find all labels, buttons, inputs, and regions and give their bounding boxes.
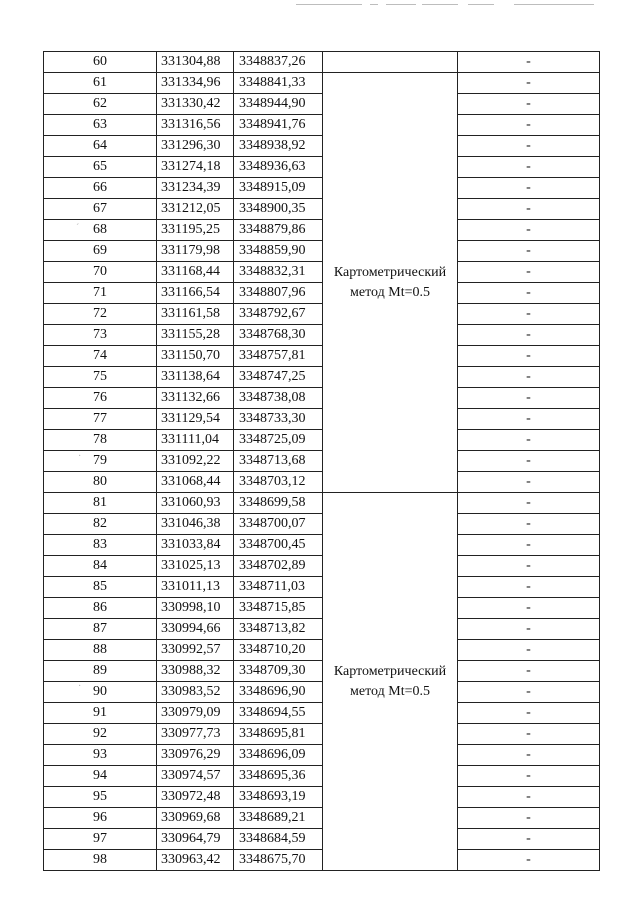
y-coordinate-cell: 3348733,30 bbox=[234, 409, 323, 430]
note-cell: - bbox=[458, 640, 600, 661]
table-row bbox=[44, 325, 600, 346]
table-row bbox=[44, 724, 600, 745]
y-coordinate-cell: 3348695,81 bbox=[234, 724, 323, 745]
point-number-cell: 72 bbox=[44, 304, 157, 325]
point-number-cell: 68 bbox=[44, 220, 157, 241]
y-coordinate-cell: 3348675,70 bbox=[234, 850, 323, 871]
note-cell: - bbox=[458, 388, 600, 409]
table-row bbox=[44, 577, 600, 598]
x-coordinate-cell: 331046,38 bbox=[157, 514, 234, 535]
note-cell: - bbox=[458, 409, 600, 430]
y-coordinate-cell: 3348710,20 bbox=[234, 640, 323, 661]
x-coordinate-cell: 330964,79 bbox=[157, 829, 234, 850]
point-number-cell: 86 bbox=[44, 598, 157, 619]
note-cell: - bbox=[458, 115, 600, 136]
x-coordinate-cell: 331330,42 bbox=[157, 94, 234, 115]
x-coordinate-cell: 330972,48 bbox=[157, 787, 234, 808]
note-cell: - bbox=[458, 661, 600, 682]
note-cell: - bbox=[458, 325, 600, 346]
point-number-cell: 80 bbox=[44, 472, 157, 493]
y-coordinate-cell: 3348693,19 bbox=[234, 787, 323, 808]
point-number-cell: 85 bbox=[44, 577, 157, 598]
table-row bbox=[44, 850, 600, 871]
table-row bbox=[44, 157, 600, 178]
note-cell: - bbox=[458, 430, 600, 451]
y-coordinate-cell: 3348837,26 bbox=[234, 52, 323, 73]
method-cell bbox=[323, 73, 458, 493]
x-coordinate-cell: 330976,29 bbox=[157, 745, 234, 766]
y-coordinate-cell: 3348859,90 bbox=[234, 241, 323, 262]
x-coordinate-cell: 331150,70 bbox=[157, 346, 234, 367]
y-coordinate-cell: 3348792,67 bbox=[234, 304, 323, 325]
x-coordinate-cell: 331316,56 bbox=[157, 115, 234, 136]
method-cell bbox=[323, 493, 458, 871]
note-cell: - bbox=[458, 73, 600, 94]
x-coordinate-cell: 331092,22 bbox=[157, 451, 234, 472]
point-number-cell: 82 bbox=[44, 514, 157, 535]
point-number-cell: 81 bbox=[44, 493, 157, 514]
x-coordinate-cell: 331011,13 bbox=[157, 577, 234, 598]
y-coordinate-cell: 3348944,90 bbox=[234, 94, 323, 115]
x-coordinate-cell: 331234,39 bbox=[157, 178, 234, 199]
y-coordinate-cell: 3348938,92 bbox=[234, 136, 323, 157]
note-cell: - bbox=[458, 451, 600, 472]
table-row bbox=[44, 451, 600, 472]
point-number-cell: 95 bbox=[44, 787, 157, 808]
table-row bbox=[44, 220, 600, 241]
x-coordinate-cell: 331060,93 bbox=[157, 493, 234, 514]
note-cell: - bbox=[458, 787, 600, 808]
x-coordinate-cell: 330963,42 bbox=[157, 850, 234, 871]
note-cell: - bbox=[458, 472, 600, 493]
x-coordinate-cell: 330969,68 bbox=[157, 808, 234, 829]
table-row bbox=[44, 829, 600, 850]
table-row bbox=[44, 241, 600, 262]
method-label-line1: Картометрический bbox=[333, 264, 447, 280]
note-cell: - bbox=[458, 850, 600, 871]
coordinates-table bbox=[43, 51, 600, 871]
y-coordinate-cell: 3348879,86 bbox=[234, 220, 323, 241]
point-number-cell: 97 bbox=[44, 829, 157, 850]
y-coordinate-cell: 3348747,25 bbox=[234, 367, 323, 388]
point-number-cell: 73 bbox=[44, 325, 157, 346]
point-number-cell: 90 bbox=[44, 682, 157, 703]
point-number-cell: 77 bbox=[44, 409, 157, 430]
point-number-cell: 69 bbox=[44, 241, 157, 262]
table-row bbox=[44, 787, 600, 808]
point-number-cell: 79 bbox=[44, 451, 157, 472]
y-coordinate-cell: 3348757,81 bbox=[234, 346, 323, 367]
table-row bbox=[44, 94, 600, 115]
table-row bbox=[44, 178, 600, 199]
note-cell: - bbox=[458, 94, 600, 115]
y-coordinate-cell: 3348700,07 bbox=[234, 514, 323, 535]
table-row bbox=[44, 514, 600, 535]
x-coordinate-cell: 331155,28 bbox=[157, 325, 234, 346]
table-row bbox=[44, 115, 600, 136]
x-coordinate-cell: 331068,44 bbox=[157, 472, 234, 493]
table-row bbox=[44, 745, 600, 766]
y-coordinate-cell: 3348694,55 bbox=[234, 703, 323, 724]
table-row bbox=[44, 73, 600, 94]
x-coordinate-cell: 331166,54 bbox=[157, 283, 234, 304]
table-row bbox=[44, 283, 600, 304]
method-label-line1: Картометрический bbox=[333, 663, 447, 679]
x-coordinate-cell: 331129,54 bbox=[157, 409, 234, 430]
y-coordinate-cell: 3348711,03 bbox=[234, 577, 323, 598]
y-coordinate-cell: 3348900,35 bbox=[234, 199, 323, 220]
y-coordinate-cell: 3348699,58 bbox=[234, 493, 323, 514]
note-cell: - bbox=[458, 283, 600, 304]
x-coordinate-cell: 331025,13 bbox=[157, 556, 234, 577]
x-coordinate-cell: 330974,57 bbox=[157, 766, 234, 787]
table-row bbox=[44, 367, 600, 388]
y-coordinate-cell: 3348703,12 bbox=[234, 472, 323, 493]
x-coordinate-cell: 331111,04 bbox=[157, 430, 234, 451]
table-row bbox=[44, 493, 600, 514]
y-coordinate-cell: 3348713,82 bbox=[234, 619, 323, 640]
y-coordinate-cell: 3348695,36 bbox=[234, 766, 323, 787]
x-coordinate-cell: 331161,58 bbox=[157, 304, 234, 325]
y-coordinate-cell: 3348696,90 bbox=[234, 682, 323, 703]
point-number-cell: 89 bbox=[44, 661, 157, 682]
table-row bbox=[44, 640, 600, 661]
table-row bbox=[44, 808, 600, 829]
point-number-cell: 70 bbox=[44, 262, 157, 283]
point-number-cell: 63 bbox=[44, 115, 157, 136]
table-row bbox=[44, 556, 600, 577]
table-row bbox=[44, 661, 600, 682]
point-number-cell: 67 bbox=[44, 199, 157, 220]
note-cell: - bbox=[458, 829, 600, 850]
table-row bbox=[44, 136, 600, 157]
x-coordinate-cell: 330994,66 bbox=[157, 619, 234, 640]
table-row bbox=[44, 409, 600, 430]
note-cell: - bbox=[458, 745, 600, 766]
point-number-cell: 83 bbox=[44, 535, 157, 556]
point-number-cell: 65 bbox=[44, 157, 157, 178]
y-coordinate-cell: 3348700,45 bbox=[234, 535, 323, 556]
y-coordinate-cell: 3348738,08 bbox=[234, 388, 323, 409]
y-coordinate-cell: 3348684,59 bbox=[234, 829, 323, 850]
table-row bbox=[44, 619, 600, 640]
y-coordinate-cell: 3348713,68 bbox=[234, 451, 323, 472]
note-cell: - bbox=[458, 262, 600, 283]
table-row bbox=[44, 346, 600, 367]
point-number-cell: 62 bbox=[44, 94, 157, 115]
scan-speck: · bbox=[78, 451, 82, 462]
y-coordinate-cell: 3348702,89 bbox=[234, 556, 323, 577]
x-coordinate-cell: 331033,84 bbox=[157, 535, 234, 556]
x-coordinate-cell: 331195,25 bbox=[157, 220, 234, 241]
x-coordinate-cell: 331212,05 bbox=[157, 199, 234, 220]
note-cell: - bbox=[458, 199, 600, 220]
table-row bbox=[44, 430, 600, 451]
note-cell: - bbox=[458, 178, 600, 199]
point-number-cell: 92 bbox=[44, 724, 157, 745]
point-number-cell: 87 bbox=[44, 619, 157, 640]
y-coordinate-cell: 3348915,09 bbox=[234, 178, 323, 199]
note-cell: - bbox=[458, 556, 600, 577]
note-cell: - bbox=[458, 577, 600, 598]
point-number-cell: 91 bbox=[44, 703, 157, 724]
table-row bbox=[44, 262, 600, 283]
note-cell: - bbox=[458, 241, 600, 262]
y-coordinate-cell: 3348709,30 bbox=[234, 661, 323, 682]
note-cell: - bbox=[458, 367, 600, 388]
point-number-cell: 66 bbox=[44, 178, 157, 199]
y-coordinate-cell: 3348696,09 bbox=[234, 745, 323, 766]
point-number-cell: 75 bbox=[44, 367, 157, 388]
note-cell: - bbox=[458, 220, 600, 241]
note-cell: - bbox=[458, 766, 600, 787]
x-coordinate-cell: 331138,64 bbox=[157, 367, 234, 388]
point-number-cell: 84 bbox=[44, 556, 157, 577]
note-cell: - bbox=[458, 619, 600, 640]
point-number-cell: 76 bbox=[44, 388, 157, 409]
point-number-cell: 60 bbox=[44, 52, 157, 73]
table-row bbox=[44, 388, 600, 409]
note-cell: - bbox=[458, 157, 600, 178]
x-coordinate-cell: 331296,30 bbox=[157, 136, 234, 157]
table-row bbox=[44, 52, 600, 73]
x-coordinate-cell: 330988,32 bbox=[157, 661, 234, 682]
point-number-cell: 94 bbox=[44, 766, 157, 787]
table-row bbox=[44, 535, 600, 556]
method-cell bbox=[323, 52, 458, 73]
table-row bbox=[44, 766, 600, 787]
note-cell: - bbox=[458, 703, 600, 724]
method-label-line2: метод Mt=0.5 bbox=[350, 284, 430, 300]
note-cell: - bbox=[458, 304, 600, 325]
point-number-cell: 61 bbox=[44, 73, 157, 94]
y-coordinate-cell: 3348768,30 bbox=[234, 325, 323, 346]
note-cell: - bbox=[458, 535, 600, 556]
note-cell: - bbox=[458, 808, 600, 829]
x-coordinate-cell: 331179,98 bbox=[157, 241, 234, 262]
y-coordinate-cell: 3348725,09 bbox=[234, 430, 323, 451]
x-coordinate-cell: 330992,57 bbox=[157, 640, 234, 661]
point-number-cell: 78 bbox=[44, 430, 157, 451]
x-coordinate-cell: 331334,96 bbox=[157, 73, 234, 94]
x-coordinate-cell: 331274,18 bbox=[157, 157, 234, 178]
coordinates-table-body bbox=[44, 52, 600, 871]
point-number-cell: 88 bbox=[44, 640, 157, 661]
x-coordinate-cell: 330983,52 bbox=[157, 682, 234, 703]
note-cell: - bbox=[458, 598, 600, 619]
point-number-cell: 64 bbox=[44, 136, 157, 157]
point-number-cell: 96 bbox=[44, 808, 157, 829]
y-coordinate-cell: 3348941,76 bbox=[234, 115, 323, 136]
note-cell: - bbox=[458, 682, 600, 703]
point-number-cell: 74 bbox=[44, 346, 157, 367]
point-number-cell: 93 bbox=[44, 745, 157, 766]
x-coordinate-cell: 330998,10 bbox=[157, 598, 234, 619]
point-number-cell: 71 bbox=[44, 283, 157, 304]
table-row bbox=[44, 703, 600, 724]
y-coordinate-cell: 3348832,31 bbox=[234, 262, 323, 283]
point-number-cell: 98 bbox=[44, 850, 157, 871]
method-label-line2: метод Mt=0.5 bbox=[350, 683, 430, 699]
note-cell: - bbox=[458, 514, 600, 535]
y-coordinate-cell: 3348807,96 bbox=[234, 283, 323, 304]
x-coordinate-cell: 331168,44 bbox=[157, 262, 234, 283]
note-cell: - bbox=[458, 493, 600, 514]
y-coordinate-cell: 3348841,33 bbox=[234, 73, 323, 94]
x-coordinate-cell: 330977,73 bbox=[157, 724, 234, 745]
scan-artifact-marks bbox=[296, 4, 596, 6]
table-row bbox=[44, 199, 600, 220]
x-coordinate-cell: 331132,66 bbox=[157, 388, 234, 409]
x-coordinate-cell: 330979,09 bbox=[157, 703, 234, 724]
note-cell: - bbox=[458, 346, 600, 367]
y-coordinate-cell: 3348715,85 bbox=[234, 598, 323, 619]
scan-speck: · bbox=[78, 681, 82, 692]
y-coordinate-cell: 3348936,63 bbox=[234, 157, 323, 178]
x-coordinate-cell: 331304,88 bbox=[157, 52, 234, 73]
note-cell: - bbox=[458, 52, 600, 73]
note-cell: - bbox=[458, 136, 600, 157]
table-row bbox=[44, 304, 600, 325]
table-row bbox=[44, 682, 600, 703]
y-coordinate-cell: 3348689,21 bbox=[234, 808, 323, 829]
table-row bbox=[44, 598, 600, 619]
scan-speck: ˊ bbox=[76, 223, 80, 234]
table-row bbox=[44, 472, 600, 493]
note-cell: - bbox=[458, 724, 600, 745]
